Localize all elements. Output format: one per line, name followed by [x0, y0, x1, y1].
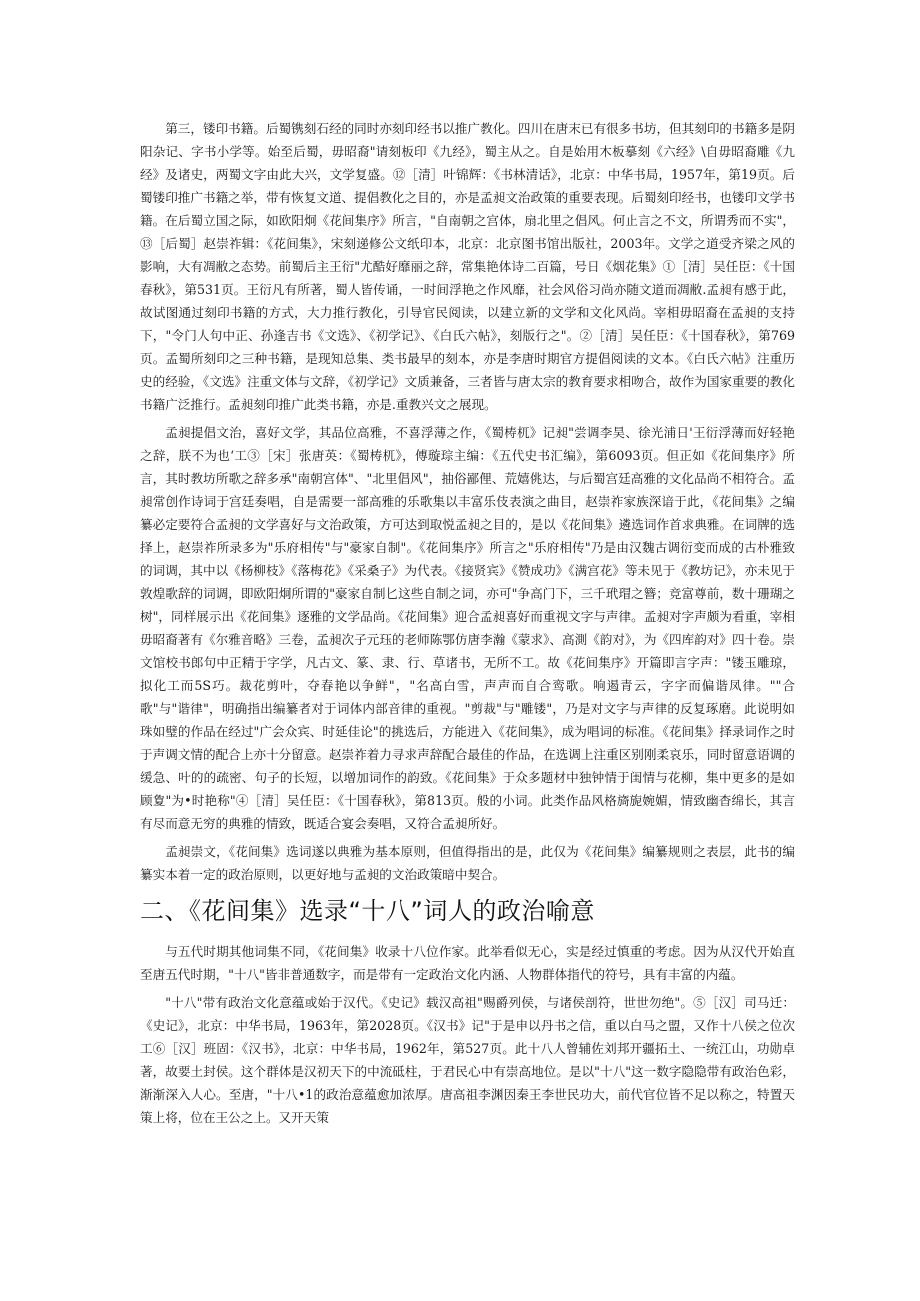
body-paragraph: "十八"带有政治文化意蕴或始于汉代。《史记》载汉高祖"赐爵列侯，与诸侯剖符，世世勿绝"。⑤［汉］司马迁：《史记》，北京：中华书局，1963年，第2028页。《汉书》记"于是申以丹书之信，重以白马之盟，又作十八侯之位次工⑥［汉］班固：《汉书》，北京：中华书局，1962年，第527页。此十八人曾辅佐刘邦开疆拓土、一统江山，功勋卓著，故要土封侯。这个群体是汉初天下的中流砥柱，于君民心中有崇高地位。是以"十八"这一数字隐隐带有政治色彩，渐渐深入人心。至唐，"十八•1的政治意蕴愈加浓厚。唐高祖李渊因秦王李世民功大，前代官位皆不足以称之，特置天策上将，位在王公之上。又开天策 — [140, 995, 795, 1125]
body-paragraph: 与五代时期其他词集不同，《花间集》收录十八位作家。此举看似无心，实是经过慎重的考虑。因为从汉代开始直至唐五代时期，"十八"皆非普通数字，而是带有一定政治文化内涵、人物群体指代的符号，具有丰富的内蕴。 — [140, 944, 795, 982]
body-paragraph: 孟昶提倡文治，喜好文学，其品位高雅，不喜浮薄之作，《蜀梼杌》记昶"尝调李昊、徐光浦日'王衍浮薄而好轻艳之辞，朕不为也‘工③［宋］张唐英：《蜀梼杌》，傅璇琮主编：《五代史书汇编》，第6093页。但正如《花间集序》所言，其时教坊所歌之辞多承"南朝宫体"、"北里倡风"，抽俗鄙俚、荒嬉佻达，与后蜀宫廷高雅的文化品尚不相符合。孟昶常创作诗词于宫廷奏唱，自是需要一部高雅的乐歌集以丰富乐伎表演之曲目，赵崇祚家族深谙于此，《花间集》之编纂必定要符合孟昶的文学喜好与文治政策，方可达到取悦孟昶之目的，是以《花间集》遴选词作首求典雅。在词牌的选择上，赵崇祚所录多为"乐府相传"与"豪家自制"。《花间集序》所言之"乐府相传"乃是由汉魏古调衍变而成的古朴雅致的词调，其中以《杨柳枝》《落梅花》《采桑子》为代表。《接贤宾》《赞成功》《满宫花》等未见于《教坊记》，亦未见于敦煌歌辞的词调，即欧阳炯所谓的"豪家自制匕这些自制之词，亦可"争高门下，三千玳瑁之簪；竞富尊前，数十珊瑚之树"，同样展示出《花间集》逐雅的文学品尚。《花间集》迎合孟昶喜好而重视文字与声律。孟昶对字声颇为看重，宰相毋昭裔著有《尔雅音略》三卷，孟昶次子元珏的老师陈鄂仿唐李瀚《蒙求》、高測《韵对》，为《四库韵对》四十卷。崇文馆校书郎句中正精于字学，凡古文、篆、隶、行、草诸书，无所不工。故《花间集序》开篇即言字声："镂玉雕琼，拟化工而5S巧。裁花剪叶，夺春艳以争鲜"，"名高白雪，声声而自合鸾歌。响遏青云，字字而偏谐凤律。""合歌"与"谐律"，明确指出编纂者对于词体内部音律的重视。"剪裁"与"雕镂"，乃是对文字与声律的反复琢磨。此说明如珠如璧的作品在经过"广会众宾、时延佳论"的挑选后，方能进入《花间集》，成为唱词的标准。《花间集》择录词作之时于声调文情的配合上亦十分留意。赵崇祚着力寻求声辞配合最佳的作品，在选调上注重区别刚柔哀乐，同时留意语调的缓急、叶的的疏密、句子的长短，以增加词作的韵致。《花间集》于众多题材中独钟情于闺情与花柳，集中更多的是如顾夐"为•时艳称"④［清］吴任臣：《十国春秋》，第813页。般的小词。此类作品风格旖旎婉媚，情致幽杳绵长，其言有尽而意无穷的典雅的情致，既适合宴会奏唱，又符合孟昶所好。 — [140, 425, 795, 831]
document-body — [140, 117, 795, 1129]
section-heading: 二、《花间集》选录“十八”词人的政治喻意 — [140, 897, 595, 925]
body-paragraph: 孟昶崇文，《花间集》选词遂以典雅为基本原则，但值得指出的是，此仅为《花间集》编纂规则之表层，此书的编纂实本着一定的政治原则，以更好地与孟昶的文治政策暗中契合。 — [140, 844, 795, 882]
body-paragraph: 第三，镂印书籍。后蜀镌刻石经的同时亦刻印经书以推广教化。四川在唐末已有很多书坊，但其刻印的书籍多是阴阳杂记、字书小学等。始至后蜀，毋昭裔"请刻板印《九经》，蜀主从之。自是始用木板摹刻《六经》\自毋昭裔雕《九经》及诸史，两蜀文字由此大兴，文学复盛。⑫［清］叶锦辉：《书林清话》，北京：中华书局，1957年，第19页。后蜀镂印推广书籍之举，带有恢复文道、提倡教化之目的，亦是孟昶文治政策的重要表现。后蜀刻印经书，也镂印文学书籍。在后蜀立国之际，如欧阳炯《花间集序》所言，"自南朝之宫体，扇北里之倡风。何止言之不文，所谓秀而不实"，⑬［后蜀］赵崇祚辑：《花间集》，宋刻递修公文纸印本，北京：北京图书馆出版社，2003年。文学之道受齐梁之风的影响，大有凋敝之态势。前蜀后主王衍"尤酷好靡丽之辞，常集艳体诗二百篇，号日《烟花集》①［清］吴任臣：《十国春秋》，第531页。王衍凡有所著，蜀人皆传诵，一时间浮艳之作风靡，社会风俗习尚亦随文道而凋敝.孟昶有感于此，故试图通过刻印书籍的方式，大力推行教化，引导官民阅读，以建立新的文学和文化风尚。宰相毋昭裔在孟昶的支持下，"令门人句中正、孙逢吉书《文选》、《初学记》、《白氏六帖》，刻版行之"。②［清］吴任臣：《十国春秋》，第769页。孟蜀所刻印之三种书籍，是现知总集、类书最早的刻本，亦是李唐时期官方提倡阅读的文本。《白氏六帖》注重历史的经验，《文选》注重文体与文辞，《初学记》文质兼备，三者皆与唐太宗的教育要求相吻合，故作为国家重要的教化书籍广泛推行。孟昶刻印推广此类书籍，亦是.重教兴文之展现。 — [140, 121, 795, 412]
